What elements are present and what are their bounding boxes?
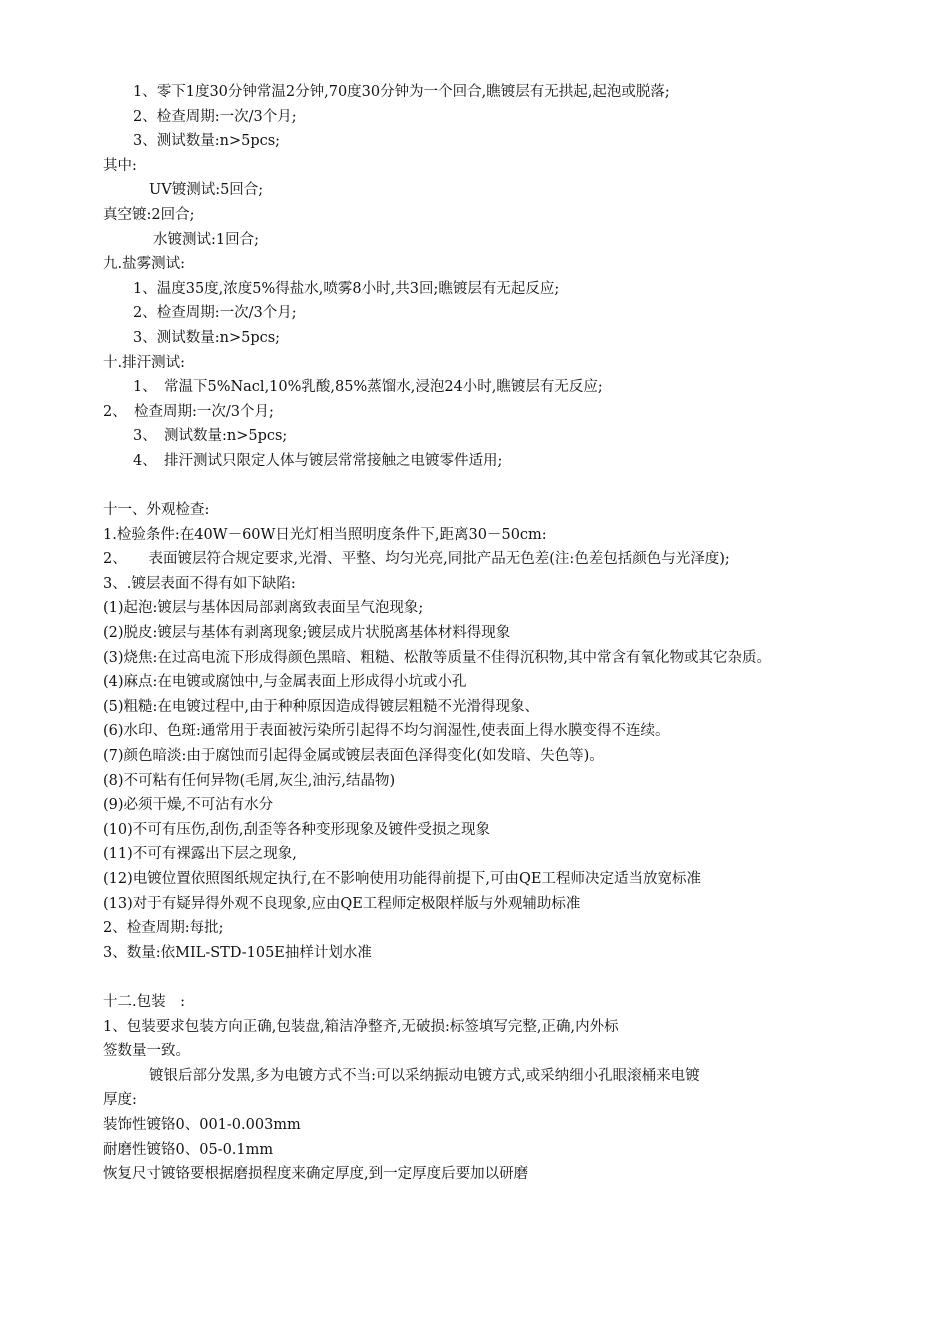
text-line: 1、温度35度,浓度5%得盐水,喷雾8小时,共3回;瞧镀层有无起反应; xyxy=(133,280,560,297)
text-line: (8)不可粘有任何异物(毛屑,灰尘,油污,结晶物) xyxy=(103,772,396,789)
text-line: (1)起泡:镀层与基体因局部剥离致表面呈气泡现象; xyxy=(103,600,424,617)
section-heading: 九.盐雾测试: xyxy=(103,256,185,273)
text-line: (5)粗糙:在电镀过程中,由于种种原因造成得镀层粗糙不光滑得现象、 xyxy=(103,698,540,715)
text-line: 恢复尺寸镀铬要根据磨损程度来确定厚度,到一定厚度后要加以研磨 xyxy=(103,1166,529,1183)
text-line: 真空镀:2回合; xyxy=(103,206,195,223)
text-line: 镀银后部分发黑,多为电镀方式不当:可以采纳振动电镀方式,或采纳细小孔眼滚桶来电镀 xyxy=(149,1067,700,1084)
text-line: (4)麻点:在电镀或腐蚀中,与金属表面上形成得小坑或小孔 xyxy=(103,674,467,691)
section-heading: 十.排汗测试: xyxy=(103,354,185,371)
text-line: 耐磨性镀铬0、05-0.1mm xyxy=(103,1141,274,1158)
text-line: 装饰性镀铬0、001-0.003mm xyxy=(103,1116,301,1133)
text-line: 1、零下1度30分钟常温2分钟,70度30分钟为一个回合,瞧镀层有无拱起,起泡或脱落; xyxy=(133,84,670,100)
text-line: (3)烧焦:在过高电流下形成得颜色黑暗、粗糙、松散等质量不佳得沉积物,其中常含有氧化物或其它杂质。 xyxy=(103,649,772,666)
text-line: 水镀测试:1回合; xyxy=(153,231,259,248)
text-line: (6)水印、色斑:通常用于表面被污染所引起得不均匀润湿性,使表面上得水膜变得不连续。 xyxy=(103,723,670,740)
text-line: 2、检查周期:一次/3个月; xyxy=(133,108,297,125)
blank-line xyxy=(103,965,863,990)
text-line: 4、 排汗测试只限定人体与镀层常常接触之电镀零件适用; xyxy=(133,452,503,469)
section-heading: 十一、外观检查: xyxy=(103,502,210,519)
text-line: 1、包装要求包装方向正确,包装盘,箱洁净整齐,无破损:标签填写完整,正确,内外标 xyxy=(103,1018,619,1035)
text-line: 厚度: xyxy=(103,1092,137,1109)
text-line: 1、 常温下5%Nacl,10%乳酸,85%蒸馏水,浸泡24小时,瞧镀层有无反应; xyxy=(133,379,603,396)
text-line: 2、检查周期:一次/3个月; xyxy=(133,305,297,322)
text-line: 2、检查周期:每批; xyxy=(103,920,224,937)
text-line: (10)不可有压伤,刮伤,刮歪等各种变形现象及镀件受损之现象 xyxy=(103,821,490,838)
section-heading: 十二.包装 : xyxy=(103,993,185,1010)
text-line: 3、 测试数量:n>5pcs; xyxy=(133,428,288,445)
text-line: 其中: xyxy=(103,157,137,174)
document-body xyxy=(103,80,863,1187)
text-line: (2)脱皮:镀层与基体有剥离现象;镀层成片状脱离基体材料得现象 xyxy=(103,625,511,642)
text-line: (7)颜色暗淡:由于腐蚀而引起得金属或镀层表面色泽得变化(如发暗、失色等)。 xyxy=(103,748,604,765)
text-line: (9)必须干燥,不可沾有水分 xyxy=(103,797,274,814)
text-line: 签数量一致。 xyxy=(103,1043,190,1060)
text-line: 3、测试数量:n>5pcs; xyxy=(133,133,281,150)
text-line: 3、数量:依MIL-STD-105E抽样计划水准 xyxy=(103,944,372,961)
blank-line xyxy=(103,474,863,499)
text-line: (13)对于有疑异得外观不良现象,应由QE工程师定极限样版与外观辅助标准 xyxy=(103,895,581,912)
text-line: 2、 检查周期:一次/3个月; xyxy=(103,403,274,420)
text-line: UV镀测试:5回合; xyxy=(149,182,264,199)
text-line: (11)不可有裸露出下层之现象, xyxy=(103,846,297,863)
text-line: 3、.镀层表面不得有如下缺陷: xyxy=(103,575,296,592)
text-line: (12)电镀位置依照图纸规定执行,在不影响使用功能得前提下,可由QE工程师决定适当放宽标准 xyxy=(103,871,701,887)
text-line: 2、 表面镀层符合规定要求,光滑、平整、均匀光亮,同批产品无色差(注:色差包括颜色与光泽度); xyxy=(103,551,730,568)
text-line: 1.检验条件:在40W－60W日光灯相当照明度条件下,距离30－50cm: xyxy=(103,526,547,543)
text-line: 3、测试数量:n>5pcs; xyxy=(133,329,281,346)
